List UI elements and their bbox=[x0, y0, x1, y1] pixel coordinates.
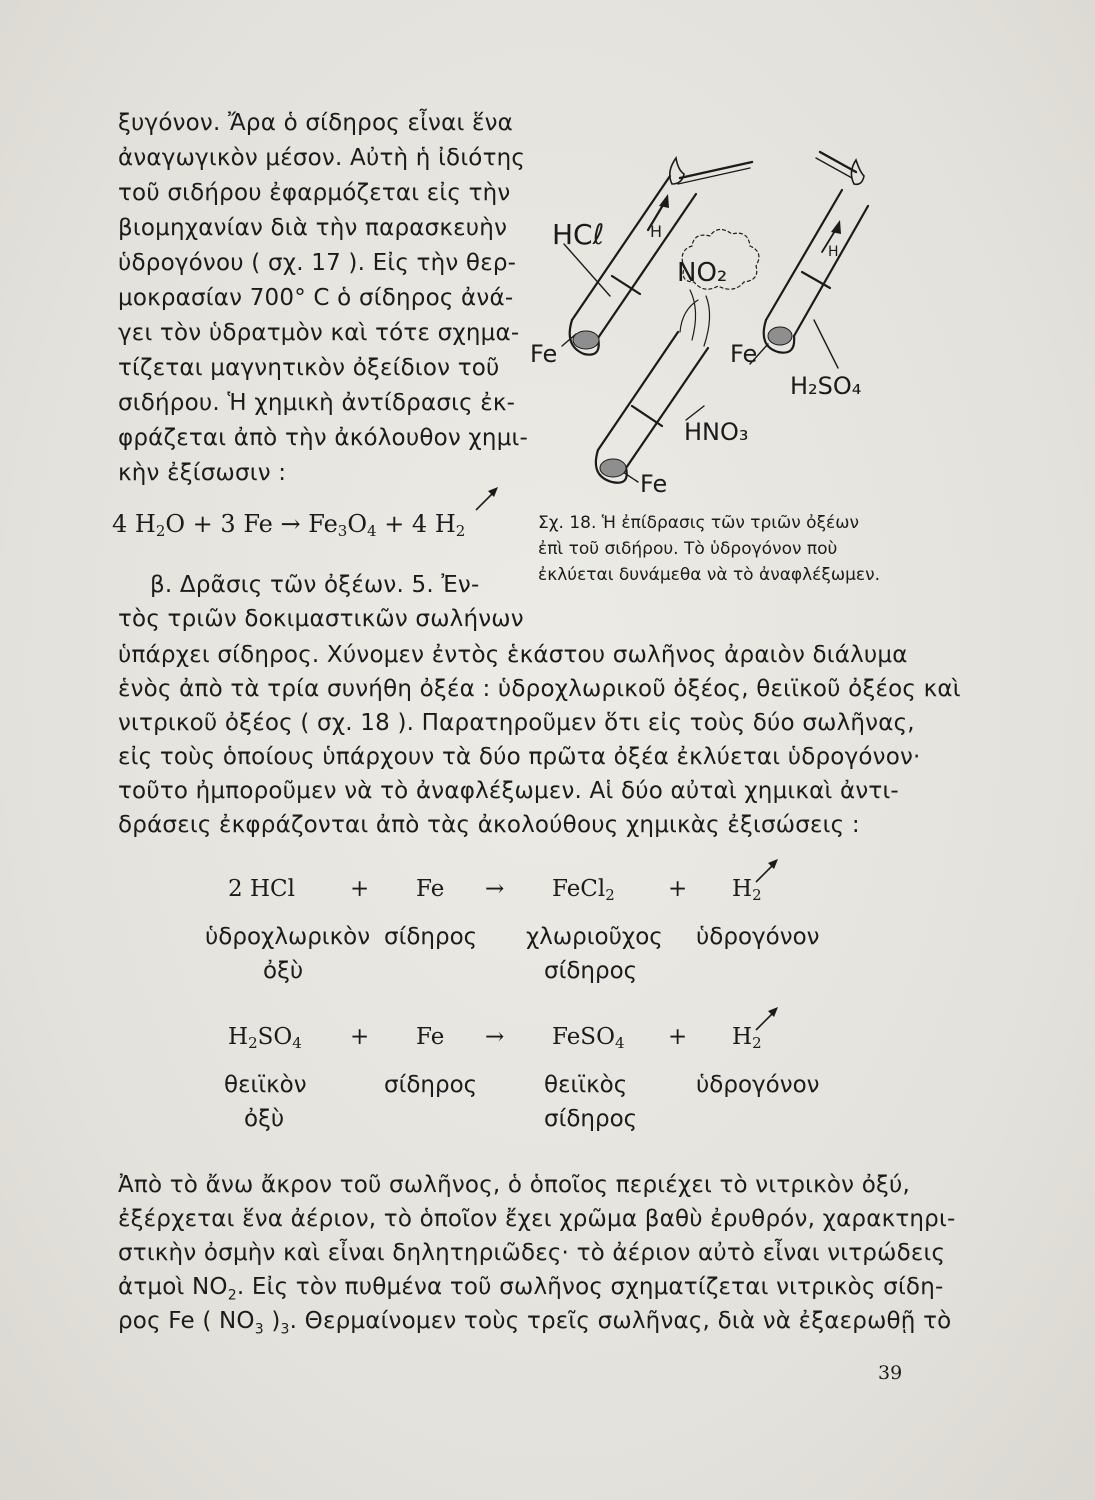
label-no2: NO₂ bbox=[677, 258, 728, 288]
figure-caption bbox=[538, 510, 918, 588]
text-line: Ἀπὸ τὸ ἄνω ἄκρον τοῦ σωλῆνος, ὁ ὁποῖος περιέχει τὸ νιτρικὸν ὀξύ, bbox=[118, 1172, 911, 1198]
figure-acid-test-tubes bbox=[520, 150, 920, 510]
reactant-formula: Fe bbox=[416, 1024, 445, 1050]
compound-name: ὑδρογόνον bbox=[696, 924, 820, 950]
text-line: τοῦ σιδήρου ἐφαρμόζεται εἰς τὴν bbox=[118, 180, 511, 206]
compound-name: σίδηρος bbox=[544, 958, 638, 984]
product-formula: FeSO$_4$ bbox=[552, 1024, 625, 1052]
reactant-formula: 2 HCl bbox=[228, 876, 295, 902]
text-line: ὑπάρχει σίδηρος. Χύνομεν ἐντὸς ἑκάστου σωλῆνος ἀραιὸν διάλυμα bbox=[118, 642, 908, 668]
reactant-formula: $H_2SO_4$ bbox=[228, 1024, 302, 1052]
text-line: εἰς τοὺς ὁποίους ὑπάρχουν τὰ δύο πρῶτα ὀξέα ἐκλύεται ὑδρογόνον· bbox=[118, 744, 921, 770]
page-number: 39 bbox=[878, 1362, 903, 1384]
text-line: νιτρικοῦ ὀξέος ( σχ. 18 ). Παρατηροῦμεν ὅτι εἰς τοὺς δύο σωλῆνας, bbox=[118, 710, 915, 736]
compound-name: ὑδροχλωρικὸν bbox=[205, 924, 371, 950]
reaction-arrow: → bbox=[485, 876, 505, 902]
text-line: δράσεις ἐκφράζονται ἀπὸ τὰς ἀκολούθους χημικὰς ἐξισώσεις : bbox=[118, 812, 860, 838]
label-h-left: H bbox=[650, 222, 663, 241]
reactant-formula: Fe bbox=[416, 876, 445, 902]
caption-line: ἐπὶ τοῦ σιδήρου. Τὸ ὑδρογόνον ποὺ bbox=[538, 539, 838, 559]
label-fe-bottom: Fe bbox=[640, 470, 668, 498]
text-line: φράζεται ἀπὸ τὴν ἀκόλουθον χημι- bbox=[118, 425, 529, 451]
gas-release-arrow-icon bbox=[472, 484, 502, 514]
text-line: ρος Fe ( $NO_3$ )$_3$. Θερμαίνομεν τοὺς τρεῖς σωλῆνας, διὰ νὰ ἐξαερωθῇ τὸ bbox=[118, 1308, 952, 1338]
plus-sign: + bbox=[350, 1024, 370, 1050]
compound-name: ὑδρογόνον bbox=[696, 1072, 820, 1098]
product-formula: $H_2$ bbox=[732, 876, 762, 904]
label-fe-middle: Fe bbox=[730, 340, 758, 368]
caption-line: Σχ. 18. Ἡ ἐπίδρασις τῶν τριῶν ὀξέων bbox=[538, 513, 859, 533]
compound-name: θειϊκὸν bbox=[224, 1072, 307, 1098]
compound-name: ὀξὺ bbox=[263, 958, 304, 984]
label-fe-left: Fe bbox=[530, 340, 558, 368]
gas-release-arrow-icon bbox=[752, 856, 782, 886]
text-line: κὴν ἐξίσωσιν : bbox=[118, 460, 287, 486]
caption-line: ἐκλύεται δυνάμεθα νὰ τὸ ἀναφλέξωμεν. bbox=[538, 565, 880, 585]
label-h2so4: H₂SO₄ bbox=[790, 372, 862, 400]
text-line: τὸς τριῶν δοκιμαστικῶν σωλήνων bbox=[118, 606, 524, 632]
text-line: τίζεται μαγνητικὸν ὀξείδιον τοῦ bbox=[118, 355, 500, 381]
text-line: σιδήρου. Ἡ χημικὴ ἀντίδρασις ἐκ- bbox=[118, 390, 516, 416]
text-line: τοῦτο ἠμποροῦμεν νὰ τὸ ἀναφλέξωμεν. Αἱ δύο αὐταὶ χημικαὶ ἀντι- bbox=[118, 778, 899, 804]
product-formula: FeCl$_2$ bbox=[552, 876, 615, 904]
plus-sign: + bbox=[350, 876, 370, 902]
text-line: μοκρασίαν 700° C ὁ σίδηρος ἀνά- bbox=[118, 285, 514, 311]
text-line: ἑνὸς ἀπὸ τὰ τρία συνήθη ὀξέα : ὑδροχλωρικοῦ ὀξέος, θειϊκοῦ ὀξέος καὶ bbox=[118, 676, 961, 702]
label-h-right: H bbox=[828, 244, 839, 260]
text-line: ἀναγωγικὸν μέσον. Αὐτὴ ἡ ἰδιότης bbox=[118, 145, 526, 171]
label-hcl: HCℓ bbox=[552, 218, 605, 251]
compound-name: σίδηρος bbox=[384, 924, 478, 950]
section-heading: β. Δρᾶσις τῶν ὀξέων. 5. Ἐν- bbox=[150, 572, 480, 598]
equation-water-iron: 4 $H_2O + 3$ $Fe \to Fe_3O_4 + 4$ $H_2$ bbox=[112, 510, 466, 540]
text-line: ἀτμοὶ $NO_2$. Εἰς τὸν πυθμένα τοῦ σωλῆνος σχηματίζεται νιτρικὸς σίδη- bbox=[118, 1274, 944, 1304]
label-hno3: HNO₃ bbox=[684, 418, 749, 446]
compound-name: ὀξὺ bbox=[244, 1106, 285, 1132]
gas-release-arrow-icon bbox=[752, 1004, 782, 1034]
compound-name: θειϊκὸς bbox=[544, 1072, 628, 1098]
plus-sign: + bbox=[668, 1024, 688, 1050]
text-line: γει τὸν ὑδρατμὸν καὶ τότε σχημα- bbox=[118, 320, 520, 346]
text-line: ὑδρογόνου ( σχ. 17 ). Εἰς τὴν θερ- bbox=[118, 250, 517, 276]
text-line: βιομηχανίαν διὰ τὴν παρασκευὴν bbox=[118, 215, 508, 241]
text-line: ξυγόνον. Ἄρα ὁ σίδηρος εἶναι ἕνα bbox=[118, 110, 513, 136]
compound-name: σίδηρος bbox=[384, 1072, 478, 1098]
text-line: ἐξέρχεται ἕνα ἀέριον, τὸ ὁποῖον ἔχει χρῶμα βαθὺ ἐρυθρόν, χαρακτηρι- bbox=[118, 1206, 956, 1232]
compound-name: σίδηρος bbox=[544, 1106, 638, 1132]
compound-name: χλωριοῦχος bbox=[526, 924, 663, 950]
text-line: στικὴν ὀσμὴν καὶ εἶναι δηλητηριῶδες· τὸ ἀέριον αὐτὸ εἶναι νιτρώδεις bbox=[118, 1240, 946, 1266]
plus-sign: + bbox=[668, 876, 688, 902]
product-formula: $H_2$ bbox=[732, 1024, 762, 1052]
reaction-arrow: → bbox=[485, 1024, 505, 1050]
